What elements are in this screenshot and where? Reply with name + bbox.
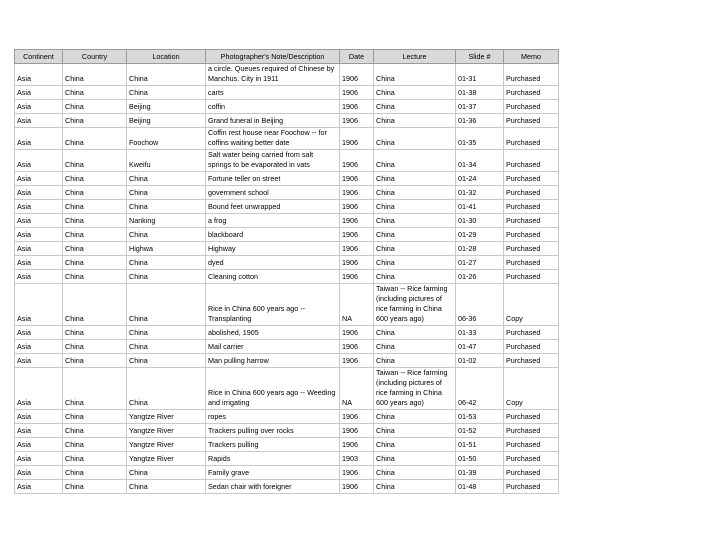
table-row xyxy=(15,284,559,326)
date-cell[interactable]: NA xyxy=(340,284,374,326)
column-header-location[interactable]: Location xyxy=(127,50,206,64)
continent-cell[interactable]: Asia xyxy=(15,480,63,494)
date-cell[interactable]: 1906 xyxy=(340,480,374,494)
location-cell[interactable]: China xyxy=(127,284,206,326)
slide-number-cell[interactable]: 01-34 xyxy=(456,150,504,172)
description-cell[interactable]: Mail carrier xyxy=(206,340,340,354)
description-cell[interactable]: Grand funeral in Beijing xyxy=(206,114,340,128)
continent-cell[interactable]: Asia xyxy=(15,172,63,186)
location-cell[interactable]: Nanking xyxy=(127,214,206,228)
location-cell[interactable]: China xyxy=(127,368,206,410)
table-row xyxy=(15,354,559,368)
date-cell[interactable]: 1906 xyxy=(340,340,374,354)
table-row xyxy=(15,186,559,200)
table-row xyxy=(15,172,559,186)
lecture-cell[interactable]: China xyxy=(374,256,456,270)
continent-cell[interactable]: Asia xyxy=(15,354,63,368)
slide-number-cell[interactable]: 06-42 xyxy=(456,368,504,410)
continent-cell[interactable]: Asia xyxy=(15,340,63,354)
country-cell[interactable]: China xyxy=(63,172,127,186)
lecture-cell[interactable]: China xyxy=(374,186,456,200)
continent-cell[interactable]: Asia xyxy=(15,326,63,340)
table-row xyxy=(15,270,559,284)
country-cell[interactable]: China xyxy=(63,242,127,256)
continent-cell[interactable]: Asia xyxy=(15,284,63,326)
table-body xyxy=(15,64,559,494)
table-row xyxy=(15,114,559,128)
lecture-cell[interactable]: China xyxy=(374,214,456,228)
table-row xyxy=(15,200,559,214)
column-header-memo[interactable]: Memo xyxy=(504,50,559,64)
location-cell[interactable]: China xyxy=(127,228,206,242)
location-cell[interactable]: Yangtze River xyxy=(127,452,206,466)
description-cell[interactable]: carts xyxy=(206,86,340,100)
location-cell[interactable]: China xyxy=(127,354,206,368)
date-cell[interactable]: 1906 xyxy=(340,128,374,150)
description-cell[interactable]: Coffin rest house near Foochow -- for coffins waiting better date xyxy=(206,128,340,150)
slide-number-cell[interactable]: 06-36 xyxy=(456,284,504,326)
memo-cell[interactable]: Copy xyxy=(504,284,559,326)
location-cell[interactable]: China xyxy=(127,64,206,86)
date-cell[interactable]: 1906 xyxy=(340,86,374,100)
slide-number-cell[interactable]: 01-41 xyxy=(456,200,504,214)
location-cell[interactable]: China xyxy=(127,480,206,494)
memo-cell[interactable]: Purchased xyxy=(504,100,559,114)
lecture-cell[interactable]: China xyxy=(374,438,456,452)
column-header-description[interactable]: Photographer's Note/Description xyxy=(206,50,340,64)
location-cell[interactable]: China xyxy=(127,186,206,200)
slide-number-cell[interactable]: 01-28 xyxy=(456,242,504,256)
country-cell[interactable]: China xyxy=(63,410,127,424)
continent-cell[interactable]: Asia xyxy=(15,424,63,438)
location-cell[interactable]: China xyxy=(127,200,206,214)
description-cell[interactable]: Highway xyxy=(206,242,340,256)
description-cell[interactable]: Rice in China 600 years ago -- Transplanting xyxy=(206,284,340,326)
location-cell[interactable]: Foochow xyxy=(127,128,206,150)
memo-cell[interactable]: Purchased xyxy=(504,452,559,466)
slide-number-cell[interactable]: 01-35 xyxy=(456,128,504,150)
lecture-cell[interactable]: China xyxy=(374,172,456,186)
memo-cell[interactable]: Purchased xyxy=(504,410,559,424)
memo-cell[interactable]: Purchased xyxy=(504,326,559,340)
table-row xyxy=(15,256,559,270)
date-cell[interactable]: 1906 xyxy=(340,256,374,270)
location-cell[interactable]: China xyxy=(127,270,206,284)
memo-cell[interactable]: Purchased xyxy=(504,128,559,150)
column-header-continent[interactable]: Continent xyxy=(15,50,63,64)
location-cell[interactable]: Yangtze River xyxy=(127,410,206,424)
table-row xyxy=(15,214,559,228)
slide-number-cell[interactable]: 01-53 xyxy=(456,410,504,424)
table-row xyxy=(15,438,559,452)
continent-cell[interactable]: Asia xyxy=(15,128,63,150)
location-cell[interactable]: China xyxy=(127,86,206,100)
country-cell[interactable]: China xyxy=(63,368,127,410)
table-row xyxy=(15,228,559,242)
description-cell[interactable]: Man pulling harrow xyxy=(206,354,340,368)
date-cell[interactable]: 1906 xyxy=(340,64,374,86)
lecture-cell[interactable]: China xyxy=(374,466,456,480)
header-row xyxy=(15,50,559,64)
description-cell[interactable]: Trackers pulling over rocks xyxy=(206,424,340,438)
continent-cell[interactable]: Asia xyxy=(15,242,63,256)
country-cell[interactable]: China xyxy=(63,270,127,284)
country-cell[interactable]: China xyxy=(63,466,127,480)
location-cell[interactable]: China xyxy=(127,466,206,480)
continent-cell[interactable]: Asia xyxy=(15,150,63,172)
slide-number-cell[interactable]: 01-27 xyxy=(456,256,504,270)
slide-number-cell[interactable]: 01-38 xyxy=(456,86,504,100)
location-cell[interactable]: Yangtze River xyxy=(127,424,206,438)
date-cell[interactable]: 1906 xyxy=(340,466,374,480)
table-row xyxy=(15,242,559,256)
slide-number-cell[interactable]: 01-36 xyxy=(456,114,504,128)
country-cell[interactable]: China xyxy=(63,424,127,438)
lecture-cell[interactable]: China xyxy=(374,242,456,256)
location-cell[interactable]: China xyxy=(127,326,206,340)
table-row xyxy=(15,410,559,424)
memo-cell[interactable]: Purchased xyxy=(504,172,559,186)
date-cell[interactable]: 1906 xyxy=(340,150,374,172)
table-row xyxy=(15,128,559,150)
description-cell[interactable]: Bound feet unwrapped xyxy=(206,200,340,214)
lecture-cell[interactable]: China xyxy=(374,86,456,100)
description-cell[interactable]: Fortune teller on street xyxy=(206,172,340,186)
spreadsheet-table xyxy=(14,49,559,494)
continent-cell[interactable]: Asia xyxy=(15,214,63,228)
lecture-cell[interactable]: China xyxy=(374,326,456,340)
slide-number-cell[interactable]: 01-26 xyxy=(456,270,504,284)
lecture-cell[interactable]: China xyxy=(374,128,456,150)
country-cell[interactable]: China xyxy=(63,480,127,494)
date-cell[interactable]: NA xyxy=(340,368,374,410)
continent-cell[interactable]: Asia xyxy=(15,228,63,242)
table-row xyxy=(15,326,559,340)
date-cell[interactable]: 1906 xyxy=(340,186,374,200)
country-cell[interactable]: China xyxy=(63,284,127,326)
date-cell[interactable]: 1906 xyxy=(340,100,374,114)
lecture-cell[interactable]: China xyxy=(374,100,456,114)
lecture-cell[interactable]: China xyxy=(374,410,456,424)
country-cell[interactable]: China xyxy=(63,186,127,200)
country-cell[interactable]: China xyxy=(63,340,127,354)
description-cell[interactable]: ropes xyxy=(206,410,340,424)
lecture-cell[interactable]: China xyxy=(374,270,456,284)
country-cell[interactable]: China xyxy=(63,114,127,128)
date-cell[interactable]: 1906 xyxy=(340,172,374,186)
table-row xyxy=(15,480,559,494)
country-cell[interactable]: China xyxy=(63,256,127,270)
lecture-cell[interactable]: China xyxy=(374,150,456,172)
lecture-cell[interactable]: China xyxy=(374,200,456,214)
memo-cell[interactable]: Purchased xyxy=(504,214,559,228)
column-header-slide-number[interactable]: Slide # xyxy=(456,50,504,64)
memo-cell[interactable]: Purchased xyxy=(504,150,559,172)
memo-cell[interactable]: Purchased xyxy=(504,86,559,100)
description-cell[interactable]: a circle. Queues required of Chinese by Manchus. City in 1911 xyxy=(206,64,340,86)
slide-number-cell[interactable]: 01-39 xyxy=(456,466,504,480)
date-cell[interactable]: 1906 xyxy=(340,438,374,452)
country-cell[interactable]: China xyxy=(63,228,127,242)
slide-number-cell[interactable]: 01-32 xyxy=(456,186,504,200)
country-cell[interactable]: China xyxy=(63,354,127,368)
location-cell[interactable]: China xyxy=(127,340,206,354)
description-cell[interactable]: coffin xyxy=(206,100,340,114)
memo-cell[interactable]: Purchased xyxy=(504,340,559,354)
lecture-cell[interactable]: Taiwan -- Rice farming (including pictures of rice farming in China 600 years ago) xyxy=(374,368,456,410)
slide-number-cell[interactable]: 01-50 xyxy=(456,452,504,466)
memo-cell[interactable]: Copy xyxy=(504,368,559,410)
lecture-cell[interactable]: China xyxy=(374,354,456,368)
table-row xyxy=(15,368,559,410)
country-cell[interactable]: China xyxy=(63,214,127,228)
slide-number-cell[interactable]: 01-52 xyxy=(456,424,504,438)
table-row xyxy=(15,150,559,172)
memo-cell[interactable]: Purchased xyxy=(504,228,559,242)
continent-cell[interactable]: Asia xyxy=(15,452,63,466)
date-cell[interactable]: 1906 xyxy=(340,410,374,424)
memo-cell[interactable]: Purchased xyxy=(504,270,559,284)
continent-cell[interactable]: Asia xyxy=(15,86,63,100)
continent-cell[interactable]: Asia xyxy=(15,186,63,200)
date-cell[interactable]: 1906 xyxy=(340,200,374,214)
location-cell[interactable]: Yangtze River xyxy=(127,438,206,452)
country-cell[interactable]: China xyxy=(63,150,127,172)
memo-cell[interactable]: Purchased xyxy=(504,114,559,128)
table-row xyxy=(15,86,559,100)
lecture-cell[interactable]: China xyxy=(374,228,456,242)
country-cell[interactable]: China xyxy=(63,200,127,214)
memo-cell[interactable]: Purchased xyxy=(504,186,559,200)
memo-cell[interactable]: Purchased xyxy=(504,480,559,494)
slide-number-cell[interactable]: 01-47 xyxy=(456,340,504,354)
location-cell[interactable]: Beijing xyxy=(127,100,206,114)
continent-cell[interactable]: Asia xyxy=(15,100,63,114)
country-cell[interactable]: China xyxy=(63,326,127,340)
lecture-cell[interactable]: China xyxy=(374,424,456,438)
lecture-cell[interactable]: China xyxy=(374,64,456,86)
description-cell[interactable]: Family grave xyxy=(206,466,340,480)
date-cell[interactable]: 1903 xyxy=(340,452,374,466)
column-header-country[interactable]: Country xyxy=(63,50,127,64)
table-row xyxy=(15,466,559,480)
memo-cell[interactable]: Purchased xyxy=(504,424,559,438)
table-row xyxy=(15,100,559,114)
description-cell[interactable]: Salt water being carried from salt springs to be evaporated in vats xyxy=(206,150,340,172)
lecture-cell[interactable]: China xyxy=(374,114,456,128)
continent-cell[interactable]: Asia xyxy=(15,200,63,214)
country-cell[interactable]: China xyxy=(63,128,127,150)
description-cell[interactable]: Rapids xyxy=(206,452,340,466)
lecture-cell[interactable]: China xyxy=(374,340,456,354)
description-cell[interactable]: abolished, 1905 xyxy=(206,326,340,340)
description-cell[interactable]: Rice in China 600 years ago -- Weeding and irrigating xyxy=(206,368,340,410)
memo-cell[interactable]: Purchased xyxy=(504,64,559,86)
description-cell[interactable]: Cleaning cotton xyxy=(206,270,340,284)
memo-cell[interactable]: Purchased xyxy=(504,438,559,452)
continent-cell[interactable]: Asia xyxy=(15,368,63,410)
memo-cell[interactable]: Purchased xyxy=(504,354,559,368)
description-cell[interactable]: blackboard xyxy=(206,228,340,242)
slide-number-cell[interactable]: 01-48 xyxy=(456,480,504,494)
country-cell[interactable]: China xyxy=(63,452,127,466)
location-cell[interactable]: China xyxy=(127,172,206,186)
memo-cell[interactable]: Purchased xyxy=(504,466,559,480)
continent-cell[interactable]: Asia xyxy=(15,114,63,128)
slide-number-cell[interactable]: 01-02 xyxy=(456,354,504,368)
date-cell[interactable]: 1906 xyxy=(340,354,374,368)
description-cell[interactable]: government school xyxy=(206,186,340,200)
slide-number-cell[interactable]: 01-24 xyxy=(456,172,504,186)
memo-cell[interactable]: Purchased xyxy=(504,242,559,256)
country-cell[interactable]: China xyxy=(63,64,127,86)
table-row xyxy=(15,424,559,438)
slide-number-cell[interactable]: 01-31 xyxy=(456,64,504,86)
slide-number-cell[interactable]: 01-29 xyxy=(456,228,504,242)
location-cell[interactable]: Highwa xyxy=(127,242,206,256)
country-cell[interactable]: China xyxy=(63,438,127,452)
date-cell[interactable]: 1906 xyxy=(340,326,374,340)
continent-cell[interactable]: Asia xyxy=(15,466,63,480)
continent-cell[interactable]: Asia xyxy=(15,410,63,424)
lecture-cell[interactable]: China xyxy=(374,452,456,466)
country-cell[interactable]: China xyxy=(63,100,127,114)
continent-cell[interactable]: Asia xyxy=(15,64,63,86)
date-cell[interactable]: 1906 xyxy=(340,228,374,242)
column-header-lecture[interactable]: Lecture xyxy=(374,50,456,64)
continent-cell[interactable]: Asia xyxy=(15,256,63,270)
table-row xyxy=(15,64,559,86)
memo-cell[interactable]: Purchased xyxy=(504,256,559,270)
slide-number-cell[interactable]: 01-30 xyxy=(456,214,504,228)
location-cell[interactable]: Beijing xyxy=(127,114,206,128)
table-row xyxy=(15,452,559,466)
column-header-date[interactable]: Date xyxy=(340,50,374,64)
country-cell[interactable]: China xyxy=(63,86,127,100)
location-cell[interactable]: China xyxy=(127,256,206,270)
description-cell[interactable]: Trackers pulling xyxy=(206,438,340,452)
date-cell[interactable]: 1906 xyxy=(340,214,374,228)
lecture-cell[interactable]: China xyxy=(374,480,456,494)
description-cell[interactable]: Sedan chair with foreigner xyxy=(206,480,340,494)
lecture-cell[interactable]: Taiwan -- Rice farming (including pictures of rice farming in China 600 years ago) xyxy=(374,284,456,326)
date-cell[interactable]: 1906 xyxy=(340,270,374,284)
date-cell[interactable]: 1906 xyxy=(340,114,374,128)
slide-number-cell[interactable]: 01-51 xyxy=(456,438,504,452)
memo-cell[interactable]: Purchased xyxy=(504,200,559,214)
location-cell[interactable]: Kweifu xyxy=(127,150,206,172)
table-row xyxy=(15,340,559,354)
description-cell[interactable]: a frog xyxy=(206,214,340,228)
date-cell[interactable]: 1906 xyxy=(340,424,374,438)
slide-number-cell[interactable]: 01-33 xyxy=(456,326,504,340)
continent-cell[interactable]: Asia xyxy=(15,438,63,452)
continent-cell[interactable]: Asia xyxy=(15,270,63,284)
description-cell[interactable]: dyed xyxy=(206,256,340,270)
slide-number-cell[interactable]: 01-37 xyxy=(456,100,504,114)
date-cell[interactable]: 1906 xyxy=(340,242,374,256)
